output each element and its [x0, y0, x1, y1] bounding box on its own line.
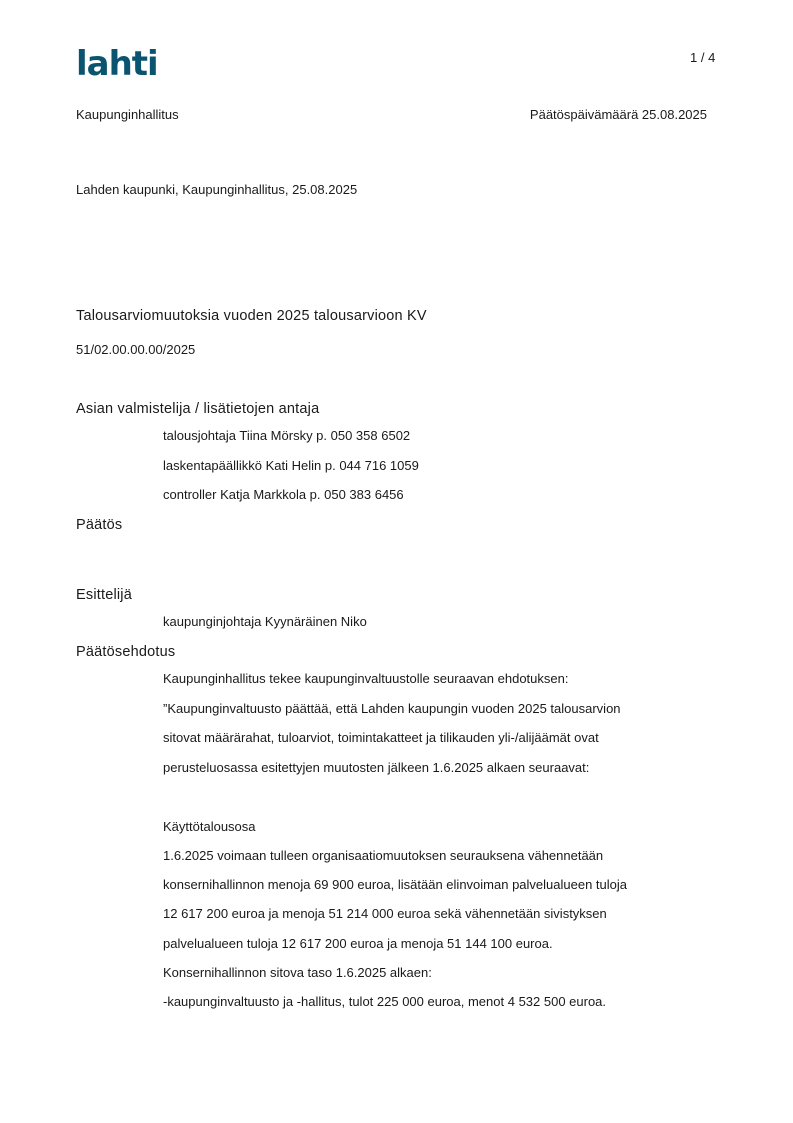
- page-number: 1 / 4: [690, 50, 716, 65]
- proposal-line: konsernihallinnon menoja 69 900 euroa, lisätään elinvoiman palvelualueen tuloja: [163, 877, 627, 892]
- proposal-line: -kaupunginvaltuusto ja -hallitus, tulot 225 000 euroa, menot 4 532 500 euroa.: [163, 994, 607, 1009]
- proposal-line: 1.6.2025 voimaan tulleen organisaatiomuutoksen seurauksena vähennetään: [163, 848, 604, 863]
- presenter-name: kaupunginjohtaja Kyynäräinen Niko: [163, 614, 367, 629]
- proposal-subheading: Käyttötalousosa: [163, 819, 256, 834]
- proposal-line: palvelualueen tuloja 12 617 200 euroa ja menoja 51 144 100 euroa.: [163, 936, 553, 951]
- lahti-logo: lahti: [76, 44, 158, 84]
- proposal-heading: Päätösehdotus: [76, 644, 176, 660]
- presenter-heading: Esittelijä: [76, 587, 132, 603]
- proposal-line: Konsernihallinnon sitova taso 1.6.2025 alkaen:: [163, 965, 432, 980]
- preparer-item: controller Katja Markkola p. 050 383 6456: [163, 487, 404, 502]
- proposal-line: 12 617 200 euroa ja menoja 51 214 000 euroa sekä vähennetään sivistyksen: [163, 906, 607, 921]
- preparer-item: talousjohtaja Tiina Mörsky p. 050 358 6502: [163, 428, 411, 443]
- decision-heading: Päätös: [76, 517, 123, 533]
- proposal-line: ”Kaupunginvaltuusto päättää, että Lahden kaupungin vuoden 2025 talousarvion: [163, 701, 621, 716]
- reference-number: 51/02.00.00.00/2025: [76, 342, 196, 357]
- decision-date: Päätöspäivämäärä 25.08.2025: [529, 107, 707, 122]
- preparers-heading: Asian valmistelija / lisätietojen antaja: [76, 401, 320, 417]
- organ-name: Kaupunginhallitus: [76, 107, 179, 122]
- preparer-item: laskentapäällikkö Kati Helin p. 044 716 1059: [163, 458, 419, 473]
- meta-line: Lahden kaupunki, Kaupunginhallitus, 25.08.2025: [76, 182, 358, 197]
- proposal-line: sitovat määrärahat, tuloarviot, toimintakatteet ja tilikauden yli-/alijäämät ovat: [163, 730, 599, 745]
- proposal-line: perusteluosassa esitettyjen muutosten jälkeen 1.6.2025 alkaen seuraavat:: [163, 760, 590, 775]
- document-title: Talousarviomuutoksia vuoden 2025 talousarvioon KV: [76, 308, 427, 324]
- proposal-line: Kaupunginhallitus tekee kaupunginvaltuustolle seuraavan ehdotuksen:: [163, 671, 569, 686]
